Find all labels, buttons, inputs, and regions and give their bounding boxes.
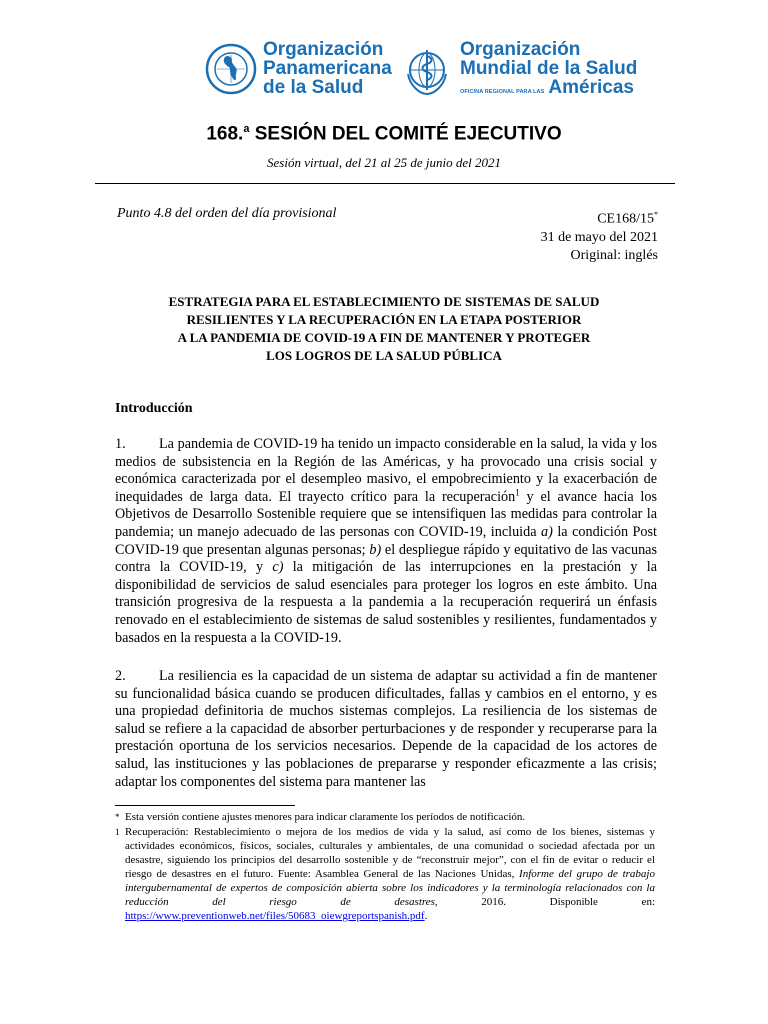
paho-line3: de la Salud [263,77,364,98]
doc-code-mark: * [654,210,658,219]
list-marker: b) [369,541,382,558]
list-marker: a) [541,523,553,540]
who-logo [400,40,637,102]
paho-seal-icon [205,43,257,95]
footnote-1 [115,825,657,923]
session-title [0,123,768,145]
session-title-text: SESIÓN DEL COMITÉ EJECUTIVO [249,123,562,145]
who-line1: Organización [460,39,581,60]
heading-line: ESTRATEGIA PARA EL ESTABLECIMIENTO DE SISTEMAS DE SALUD [168,294,600,309]
paragraph-text: el despliegue rápido y equitativo de las vacunas contra la COVID-19, y [115,541,657,576]
footnote-divider [115,805,295,806]
paho-wordmark [263,40,392,97]
section-title: Introducción [115,401,193,416]
who-region-line [460,78,637,102]
footnote-body [125,825,655,923]
paragraph-text: la mitigación de las interrupciones en la prestación y la disponibilidad de servicios de salud esenciales para proteger los logros en este ámbito. Una transición progresiva de la respuesta a la pandemia a la recuperación requerirá un énfasis renovado en el establecimiento de sistemas de salud sostenibles y resilientes, fundamentados y basados en la respuesta a la COVID-19. [115,559,657,646]
doc-original-language: Original: inglés [570,247,658,263]
footnote-text: . [424,910,428,922]
who-wordmark [460,40,637,102]
header-divider [95,183,675,184]
footnote-mark: * [115,812,120,822]
document-reference [541,206,658,265]
paragraph-text: La resiliencia es la capacidad de un sistema de adaptar su actividad a fin de mantener su funcionalidad básica cuando se producen dificultades, fallas y cambios en el entorno, y es una propiedad definitoria de muchos sistemas complejos. La resiliencia de los sistemas de salud se refiere a la capacidad de absorber perturbaciones y de responder y recuperarse para la prestación oportuna de los servicios necesarios. Depende de la capacidad de los actores de salud, las instituciones y las poblaciones de prepararse y responder eficazmente a las crisis; adaptar los componentes del sistema para mantener las [115,668,657,790]
agenda-item: Punto 4.8 del orden del día provisional [117,206,337,221]
paragraph-1 [115,436,657,647]
doc-code [541,206,658,229]
paragraph-text: la condición Post COVID-19 que presentan algunas personas; [115,523,657,558]
session-ordinal: a [243,123,250,135]
footnote-text: Esta versión contiene ajustes menores para indicar claramente los períodos de notificación. [125,811,526,823]
heading-line: LOS LOGROS DE LA SALUD PÚBLICA [266,348,502,363]
paragraph-text: La pandemia de COVID-19 ha tenido un impacto considerable en la salud, la vida y los medios de subsistencia en la Región de las Américas, y ha provocado una crisis social y económica caracterizada por el desempleo masivo, el empobrecimiento y la exacerbación de inequidades de larga data. El trayecto crítico para la recuperación [115,436,657,505]
paho-line2: Panamericana [263,58,392,79]
doc-date: 31 de mayo del 2021 [540,229,658,245]
footnote-link[interactable]: https://www.preventionweb.net/files/50683_oiewgreportspanish.pdf [125,910,425,922]
session-number: 168. [206,123,244,145]
footnote-text: Recuperación: Restablecimiento o mejora de los medios de vida y la salud, así como de los bienes, sistemas y actividades económicos, físicos, sociales, culturales y ambientales, de una comunidad o sociedad afectada por un desastre, siguiendo los principios del desarrollo sostenible y de “reconstruir mejor”, con el fin de evitar o reducir el riesgo de desastres en el futuro. Fuente: Asamblea General de las Naciones Unidas, [125,826,655,880]
heading-line: A LA PANDEMIA DE COVID-19 A FIN DE MANTENER Y PROTEGER [177,330,591,345]
who-region: Américas [548,77,634,98]
footnote-text: , 2016. Disponible en: [434,896,655,908]
who-emblem-icon [400,44,454,98]
footnote-mark: 1 [115,827,120,837]
who-line2: Mundial de la Salud [460,58,638,79]
paragraph-number: 2. [115,668,126,684]
doc-code-text: CE168/15 [597,211,654,227]
paragraph-number: 1. [115,436,126,452]
session-subtitle: Sesión virtual, del 21 al 25 de junio del 2021 [267,155,501,170]
list-marker: c) [272,559,284,576]
footnote-star [115,810,657,824]
paho-logo [205,40,392,97]
footnote-report-title: Informe del grupo de trabajo intergubernamental de expertos de composición abierta sobre los indicadores y la terminología relacionados con la reducción del riesgo de desastres [125,868,655,908]
who-office-label: OFICINA REGIONAL PARA LAS [460,89,545,95]
document-heading [110,293,658,365]
paragraph-2 [115,668,657,791]
paragraph-text: y el avance hacia los Objetivos de Desarrollo Sostenible requiere que se intensifiquen las medidas para controlar la pandemia; un manejo adecuado de las personas con COVID-19, incluida [115,488,657,540]
footnote-ref[interactable]: 1 [515,487,520,498]
paho-line1: Organización [263,39,384,60]
heading-line: RESILIENTES Y LA RECUPERACIÓN EN LA ETAPA POSTERIOR [186,312,582,327]
